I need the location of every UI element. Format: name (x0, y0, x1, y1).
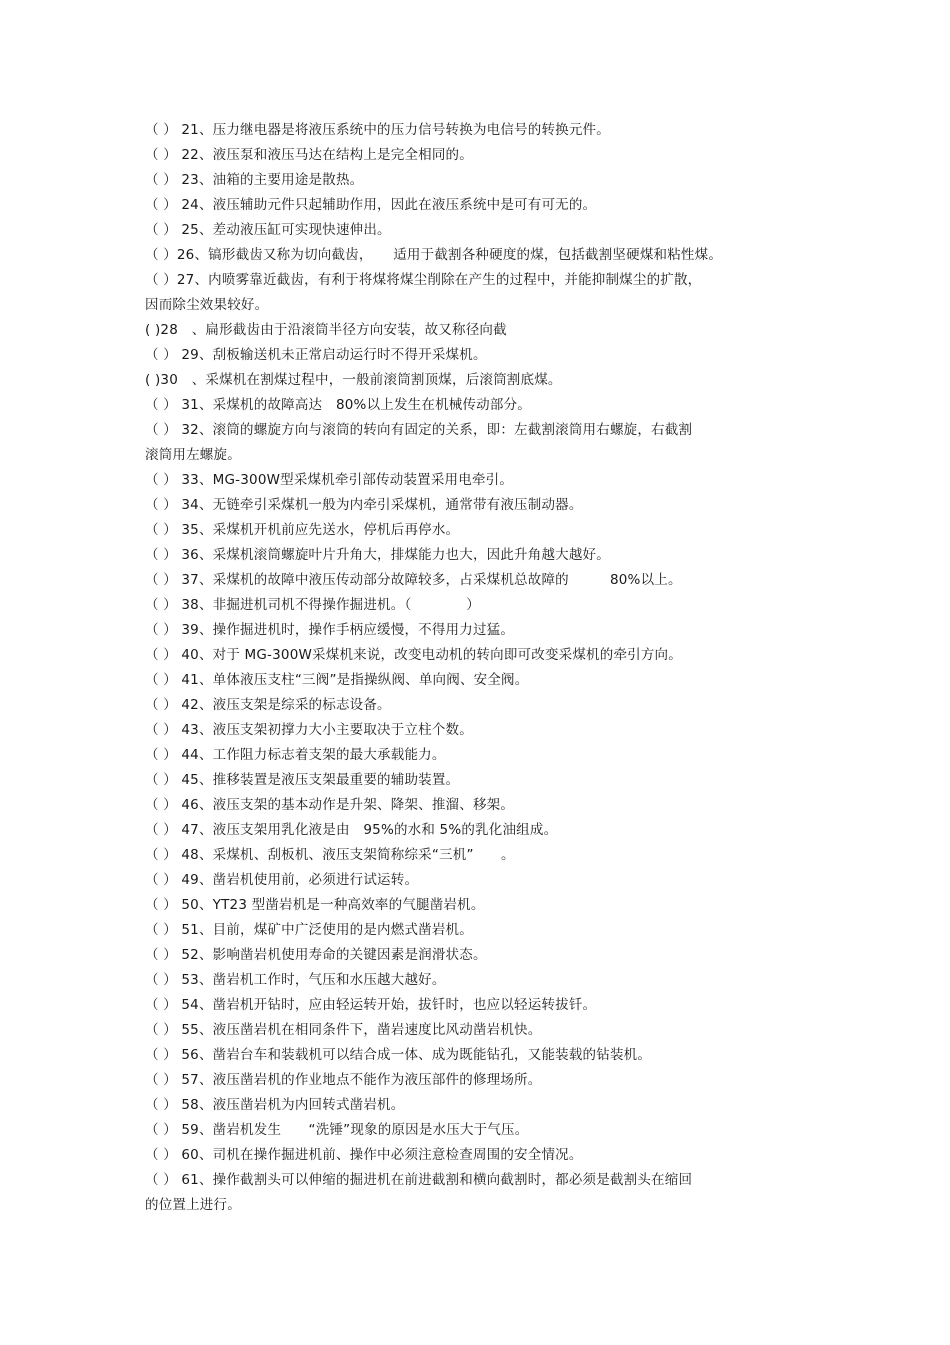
question-line: （ ） 60、司机在操作掘进机前、操作中必须注意检查周围的安全情况。 (145, 1147, 583, 1163)
question-line: （ ） 23、油箱的主要用途是散热。 (145, 172, 364, 188)
question-line: （ ） 29、刮板输送机未正常启动运行时不得开采煤机。 (145, 347, 487, 363)
question-line: （ ） 34、无链牵引采煤机一般为内牵引采煤机，通常带有液压制动器。 (145, 497, 583, 513)
question-line: （ ） 25、差动液压缸可实现快速伸出。 (145, 222, 391, 238)
question-line: （ ） 33、MG-300W型采煤机牵引部传动装置采用电牵引。 (145, 472, 514, 488)
question-line: （ ） 51、目前，煤矿中广泛使用的是内燃式凿岩机。 (145, 922, 473, 938)
question-line: （ ）27、内喷雾靠近截齿，有利于将煤将煤尘削除在产生的过程中，并能抑制煤尘的扩散， (145, 272, 702, 288)
question-line: （ ） 56、凿岩台车和装载机可以结合成一体、成为既能钻孔，又能装载的钻装机。 (145, 1047, 652, 1063)
question-line: （ ） 36、采煤机滚筒螺旋叶片升角大，排煤能力也大，因此升角越大越好。 (145, 547, 610, 563)
question-line: （ ） 45、推移装置是液压支架最重要的辅助装置。 (145, 772, 460, 788)
question-line-continuation: 因而除尘效果较好。 (145, 297, 269, 313)
question-line: （ ） 21、压力继电器是将液压系统中的压力信号转换为电信号的转换元件。 (145, 122, 610, 138)
question-line: （ ） 32、滚筒的螺旋方向与滚筒的转向有固定的关系，即：左截割滚筒用右螺旋，右截割 (145, 422, 693, 438)
question-line: （ ） 24、液压辅助元件只起辅助作用，因此在液压系统中是可有可无的。 (145, 197, 597, 213)
question-line: （ ） 37、采煤机的故障中液压传动部分故障较多，占采煤机总故障的 80%以上。 (145, 572, 682, 588)
question-line: （ ） 48、采煤机、刮板机、液压支架简称综采“三机” 。 (145, 847, 515, 863)
question-line: （ ） 39、操作掘进机时，操作手柄应缓慢，不得用力过猛。 (145, 622, 515, 638)
question-line: （ ） 40、对于 MG-300W采煤机来说，改变电动机的转向即可改变采煤机的牵引方向。 (145, 647, 682, 663)
question-line: （ ） 53、凿岩机工作时，气压和水压越大越好。 (145, 972, 446, 988)
question-line: （ ） 50、YT23 型凿岩机是一种高效率的气腿凿岩机。 (145, 897, 485, 913)
question-line-continuation: 滚筒用左螺旋。 (145, 447, 241, 463)
question-line: ( )28 、扁形截齿由于沿滚筒半径方向安装，故又称径向截 (145, 322, 507, 338)
question-list (145, 118, 785, 1218)
question-line: （ ） 22、液压泵和液压马达在结构上是完全相同的。 (145, 147, 473, 163)
question-line: （ ） 59、凿岩机发生 “洗锤”现象的原因是水压大于气压。 (145, 1122, 529, 1138)
question-line: （ ） 42、液压支架是综采的标志设备。 (145, 697, 391, 713)
question-line: （ ） 44、工作阻力标志着支架的最大承载能力。 (145, 747, 446, 763)
question-line: ( )30 、采煤机在割煤过程中，一般前滚筒割顶煤，后滚筒割底煤。 (145, 372, 562, 388)
question-line: （ ） 52、影响凿岩机使用寿命的关键因素是润滑状态。 (145, 947, 487, 963)
question-line: （ ） 61、操作截割头可以伸缩的掘进机在前进截割和横向截割时，都必须是截割头在缩回 (145, 1172, 693, 1188)
question-line: （ ） 43、液压支架初撑力大小主要取决于立柱个数。 (145, 722, 473, 738)
question-line: （ ） 55、液压凿岩机在相同条件下，凿岩速度比风动凿岩机快。 (145, 1022, 542, 1038)
question-line: （ ） 35、采煤机开机前应先送水，停机后再停水。 (145, 522, 460, 538)
question-line: （ ） 49、凿岩机使用前，必须进行试运转。 (145, 872, 419, 888)
question-line: （ ） 54、凿岩机开钻时，应由轻运转开始，拔钎时，也应以轻运转拔钎。 (145, 997, 597, 1013)
question-line: （ ）26、镐形截齿又称为切向截齿， 适用于截割各种硬度的煤，包括截割坚硬煤和粘性煤。 (145, 247, 723, 263)
question-line: （ ） 47、液压支架用乳化液是由 95%的水和 5%的乳化油组成。 (145, 822, 558, 838)
question-line: （ ） 38、非掘进机司机不得操作掘进机。（ ） (145, 597, 480, 613)
question-line: （ ） 57、液压凿岩机的作业地点不能作为液压部件的修理场所。 (145, 1072, 542, 1088)
question-line: （ ） 46、液压支架的基本动作是升架、降架、推溜、移架。 (145, 797, 515, 813)
question-line: （ ） 58、液压凿岩机为内回转式凿岩机。 (145, 1097, 405, 1113)
question-line: （ ） 41、单体液压支柱“三阀”是指操纵阀、单向阀、安全阀。 (145, 672, 529, 688)
question-line: （ ） 31、采煤机的故障高达 80%以上发生在机械传动部分。 (145, 397, 531, 413)
question-line-continuation: 的位置上进行。 (145, 1197, 241, 1213)
